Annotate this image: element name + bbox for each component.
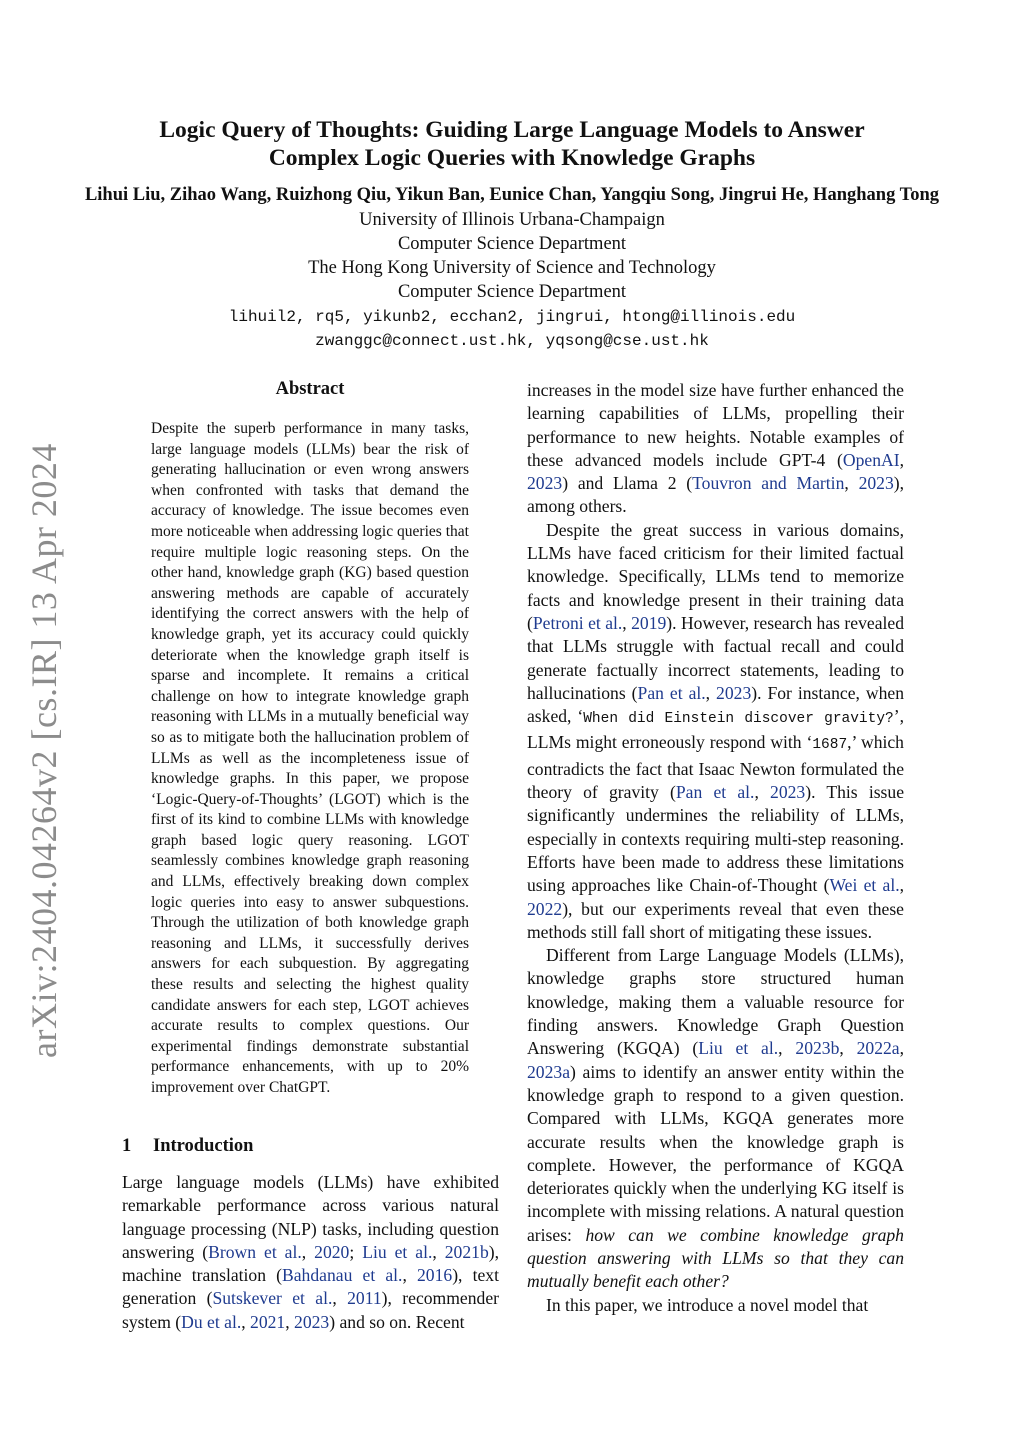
citation-link[interactable]: 2021b [444, 1241, 489, 1262]
title-line-2: Complex Logic Queries with Knowledge Graphs [268, 145, 756, 171]
section-heading-introduction [122, 1136, 253, 1157]
citation-link[interactable]: 2023 [294, 1311, 330, 1332]
affiliation-4: Computer Science Department [397, 282, 627, 302]
citation-link[interactable]: Petroni et al. [532, 612, 623, 633]
citation-link[interactable]: Liu et al. [362, 1241, 433, 1262]
citation-link[interactable]: OpenAI [842, 449, 900, 470]
citation-link[interactable]: 2023 [858, 473, 894, 494]
email-line-1: lihuil2, rq5, yikunb2, ecchan2, jingrui, htong@illinois.edu [228, 308, 796, 326]
research-question: how can we combine knowledge graph question answering with LLMs so that they can mutually benefit each other? [527, 1224, 904, 1292]
abstract-heading: Abstract [275, 379, 345, 399]
citation-link[interactable]: Liu et al. [698, 1038, 779, 1059]
citation-link[interactable]: 2020 [314, 1241, 350, 1262]
citation-link[interactable]: 2021 [250, 1311, 286, 1332]
affiliation-3: The Hong Kong University of Science and Technology [308, 258, 716, 278]
intro-paragraph-4: Different from Large Language Models (LLMs), knowledge graphs store structured human knowledge, making them a valuable resource for finding answers. Knowledge Graph Question Answering (KGQA) (Liu et al., 2023b, 2022a, 2023a) aims to identify an answer entity within the knowledge graph to respond to a given question. Compared with LLMs, KGQA generates more accurate results when the knowledge graph is complete. However, the performance of KGQA deteriorates quickly when the underlying KG itself is incomplete with missing relations. A natural question arises: how can we combine knowledge graph question answering with LLMs so that they can mutually benefit each other? [527, 945, 905, 1292]
section-title: Introduction [153, 1136, 254, 1156]
affiliation-1: University of Illinois Urbana-Champaign [359, 210, 665, 230]
intro-paragraph-5: In this paper, we introduce a novel model that [546, 1294, 869, 1315]
right-column-intro [527, 379, 904, 1317]
title-line-1: Logic Query of Thoughts: Guiding Large Language Models to Answer [159, 117, 865, 143]
intro-paragraph-3: Despite the great success in various domains, LLMs have faced criticism for their limited factual knowledge. Specifically, LLMs tend to memorize facts and knowledge present in their training data (Petroni et al., 2019). However, research has revealed that LLMs struggle with factual recall and could generate factually incorrect statements, leading to hallucinations (Pan et al., 2023). For instance, when asked, ‘When did Einstein discover gravity?’, LLMs might erroneously respond with ‘1687,’ which contradicts the fact that Isaac Newton formulated the theory of gravity (Pan et al., 2023). This issue significantly undermines the reliability of LLMs, especially in contexts requiring multi-step reasoning. Efforts have been made to address these limitations using approaches like Chain-of-Thought (Wei et al., 2022), but our experiments reveal that even these methods still fall short of mitigating these issues. [527, 519, 905, 942]
intro-paragraph-2: increases in the model size have further enhanced the learning capabilities of LLMs, propelling their performance to new heights. Notable examples of these advanced models include GPT-4 (OpenAI, 2023) and Llama 2 (Touvron and Martin, 2023), among others. [527, 380, 905, 517]
citation-link[interactable]: 2023b [795, 1038, 840, 1059]
citation-link[interactable]: 2022 [527, 898, 563, 919]
citation-link[interactable]: 2023 [527, 473, 563, 494]
citation-link[interactable]: Sutskever et al. [212, 1288, 333, 1309]
section-number: 1 [122, 1136, 132, 1156]
citation-link[interactable]: 2016 [417, 1265, 453, 1286]
citation-link[interactable]: Wei et al. [829, 875, 900, 896]
citation-link[interactable]: Du et al. [181, 1311, 242, 1332]
citation-link[interactable]: 2011 [347, 1288, 382, 1309]
author-list: Lihui Liu, Zihao Wang, Ruizhong Qiu, Yikun Ban, Eunice Chan, Yangqiu Song, Jingrui He, Hanghang Tong [84, 185, 940, 205]
citation-link[interactable]: 2019 [631, 612, 667, 633]
citation-link[interactable]: 2023 [770, 782, 806, 803]
citation-link[interactable]: Brown et al. [208, 1241, 302, 1262]
left-column-intro [122, 1171, 499, 1334]
citation-link[interactable]: 2023 [716, 682, 752, 703]
citation-link[interactable]: 2022a [856, 1038, 900, 1059]
citation-link[interactable]: Pan et al. [675, 782, 755, 803]
email-line-2: zwanggc@connect.ust.hk, yqsong@cse.ust.hk [315, 332, 709, 350]
code-example-answer: 1687 [812, 737, 848, 754]
affiliation-2: Computer Science Department [397, 234, 627, 254]
citation-link[interactable]: Pan et al. [637, 682, 706, 703]
citation-link[interactable]: Bahdanau et al. [282, 1265, 403, 1286]
arxiv-identifier: arXiv:2404.04264v2 [cs.IR] 13 Apr 2024 [24, 443, 64, 1058]
paper-title [60, 116, 964, 172]
intro-paragraph-1: Large language models (LLMs) have exhibited remarkable performance across various natural language processing (NLP) tasks, including question answering (Brown et al., 2020; Liu et al., 2021b), machine translation (Bahdanau et al., 2016), text generation (Sutskever et al., 2011), recommender system (Du et al., 2021, 2023) and so on. Recent [122, 1172, 499, 1332]
citation-link[interactable]: 2023a [527, 1061, 570, 1082]
code-example-question: When did Einstein discover gravity? [583, 711, 894, 728]
abstract-body: Despite the superb performance in many tasks, large language models (LLMs) bear the risk of generating hallucination or even wrong answers when confronted with tasks that demand the accuracy of knowledge. The issue becomes even more noticeable when addressing logic queries that require multiple logic reasoning steps. On the other hand, knowledge graph (KG) based question answering methods are capable of accurately identifying the correct answers with the help of knowledge graph, yet its accuracy could quickly deteriorate when the knowledge graph itself is sparse and incomplete. It remains a critical challenge on how to integrate knowledge graph reasoning with LLMs in a mutually beneficial way so as to mitigate both the hallucination problem of LLMs as well as the incompleteness issue of knowledge graphs. In this paper, we propose ‘Logic-Query-of-Thoughts’ (LGOT) which is the first of its kind to combine LLMs with knowledge graph based logic query reasoning. LGOT seamlessly combines knowledge graph reasoning and LLMs, effectively breaking down complex logic queries into easy to answer subquestions. Through the utilization of both knowledge graph reasoning and LLMs, it successfully derives answers for each subquestion. By aggregating these results and selecting the highest quality candidate answers for each step, LGOT achieves accurate results to complex questions. Our experimental findings demonstrate substantial performance enhancements, with up to 20% improvement over ChatGPT. [151, 420, 469, 1096]
citation-link[interactable]: Touvron and Martin [692, 473, 845, 494]
